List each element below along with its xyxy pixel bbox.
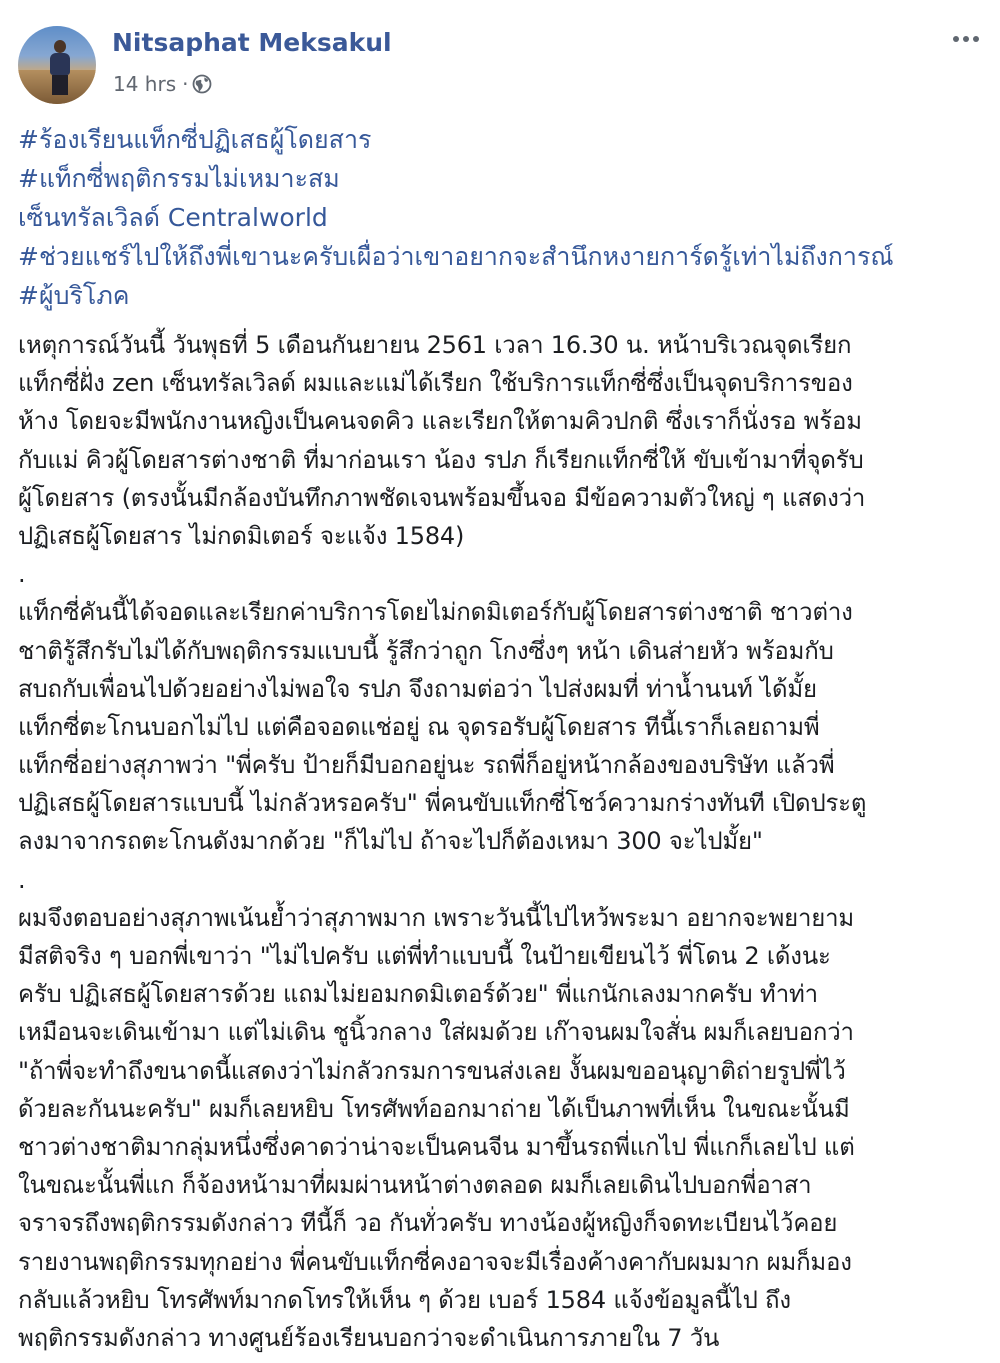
body-line: กับแม่ คิวผู้โดยสารต่างชาติ ที่มาก่อนเรา น้อง รปภ ก็เรียกแท็กซี่ให้ ขับเข้ามาที่จุดรับ — [18, 445, 864, 474]
meta-separator: · — [182, 72, 189, 96]
body-line: กลับแล้วหยิบ โทรศัพท์มากดโทรให้เห็น ๆ ด้วย เบอร์ 1584 แจ้งข้อมูลนี้ไป ถึง — [18, 1285, 791, 1314]
body-line: เหมือนจะเดินเข้ามา แต่ไม่เดิน ชูนิ้วกลาง ใส่ผมด้วย เก๊าจนผมใจสั่น ผมก็เลยบอกว่า — [18, 1018, 854, 1047]
avatar-person-body — [50, 53, 70, 75]
body-line: ด้วยละกันนะครับ" ผมก็เลยหยิบ โทรศัพท์ออกมาถ่าย ได้เป็นภาพที่เห็น ในขณะนั้นมี — [18, 1094, 850, 1123]
body-line: เหตุการณ์วันนี้ วันพุธที่ 5 เดือนกันยายน 2561 เวลา 16.30 น. หน้าบริเวณจุดเรียก — [18, 331, 852, 359]
body-line: จราจรถึงพฤติกรรมดังกล่าว ทีนี้ก็ วอ กันทั่วครับ ทางน้องผู้หญิงก็จดทะเบียนไว้คอย — [18, 1209, 838, 1238]
globe-icon[interactable] — [192, 74, 212, 94]
body-line: ปฏิเสธผู้โดยสาร ไม่กดมิเตอร์ จะแจ้ง 1584) — [18, 521, 465, 550]
hashtag-block — [18, 120, 988, 315]
post-meta — [113, 72, 212, 96]
body-line: ชาติรู้สึกรับไม่ได้กับพฤติกรรมแบบนี้ รู้สึกว่าถูก โกงซึ่งๆ หน้า เดินส่ายหัว พร้อมกับ — [18, 636, 834, 665]
body-line: ลงมาจากรถตะโกนดังมากด้วย "ก็ไม่ไป ถ้าจะไปก็ต้องเหมา 300 จะไปมั้ย" — [18, 827, 763, 856]
avatar-person-legs — [52, 75, 68, 95]
body-line: แท็กซี่ฝั่ง zen เซ็นทรัลเวิลด์ ผมและแม่ได้เรียก ใช้บริการแท็กซี่ซึ่งเป็นจุดบริการของ — [18, 369, 853, 398]
body-line: พฤติกรรมดังกล่าว ทางศูนย์ร้องเรียนบอกว่าจะดำเนินการภายใน 7 วัน — [18, 1323, 720, 1352]
body-line: ผู้โดยสาร (ตรงนั้นมีกล้องบันทึกภาพชัดเจนพร้อมขึ้นจอ มีข้อความตัวใหญ่ ๆ แสดงว่า — [18, 483, 866, 512]
avatar-person-head — [54, 40, 66, 53]
post-body — [18, 326, 988, 1357]
body-line: ชาวต่างชาติมากลุ่มหนึ่งซึ่งคาดว่าน่าจะเป็นคนจีน มาขึ้นรถพี่แกไป พี่แกก็เลยไป แต่ — [18, 1132, 855, 1161]
author-avatar[interactable] — [18, 26, 96, 104]
place-link[interactable]: เซ็นทรัลเวิลด์ Centralworld — [18, 203, 328, 232]
body-line: สบถกับเพื่อนไปด้วยอย่างไม่พอใจ รปภ จึงถามต่อว่า ไปส่งผมที่ ท่าน้ำนนท์ ได้มั้ย — [18, 674, 817, 703]
author-name[interactable]: Nitsaphat Meksakul — [112, 28, 392, 57]
body-separator: . — [18, 560, 26, 589]
hashtag-link[interactable]: #แท็กซี่พฤติกรรมไม่เหมาะสม — [18, 164, 340, 193]
body-line: แท็กซี่อย่างสุภาพว่า "พี่ครับ ป้ายก็มีบอกอยู่นะ รถพี่ก็อยู่หน้ากล้องของบริษัท แล้วพี่ — [18, 751, 835, 780]
hashtag-link[interactable]: #ผู้บริโภค — [18, 281, 130, 310]
body-line: ปฏิเสธผู้โดยสารแบบนี้ ไม่กลัวหรอครับ" พี่คนขับแท็กซี่โชว์ความกร่างทันที เปิดประตู — [18, 789, 867, 818]
post-header — [14, 24, 986, 104]
hashtag-link[interactable]: #ร้องเรียนแท็กซี่ปฏิเสธผู้โดยสาร — [18, 125, 372, 154]
body-line: รายงานพฤติกรรมทุกอย่าง พี่คนขับแท็กซี่คงอาจจะมีเรื่องค้างคากับผมมาก ผมก็มอง — [18, 1247, 852, 1276]
body-line: "ถ้าพี่จะทำถึงขนาดนี้แสดงว่าไม่กลัวกรมการขนส่งเลย งั้นผมขออนุญาติถ่ายรูปพี่ไว้ — [18, 1056, 846, 1085]
body-line: ครับ ปฏิเสธผู้โดยสารด้วย แถมไม่ยอมกดมิเตอร์ด้วย" พี่แกนักเลงมากครับ ทำท่า — [18, 980, 818, 1009]
post-timestamp[interactable]: 14 hrs — [113, 72, 177, 96]
body-line: แท็กซี่ตะโกนบอกไม่ไป แต่คือจอดแช่อยู่ ณ จุดรอรับผู้โดยสาร ทีนี้เราก็เลยถามพี่ — [18, 712, 820, 741]
body-line: แท็กซี่คันนี้ได้จอดและเรียกค่าบริการโดยไม่กดมิเตอร์กับผู้โดยสารต่างชาติ ชาวต่าง — [18, 598, 853, 627]
body-line: มีสติจริง ๆ บอกพี่เขาว่า "ไม่ไปครับ แต่พี่ทำแบบนี้ ในป้ายเขียนไว้ พี่โดน 2 เด้งนะ — [18, 942, 831, 970]
body-line: ผมจึงตอบอย่างสุภาพเน้นย้ำว่าสุภาพมาก เพราะวันนี้ไปไหว้พระมา อยากจะพยายาม — [18, 903, 854, 932]
hashtag-link[interactable]: #ช่วยแชร์ไปให้ถึงพี่เขานะครับเผื่อว่าเขาอยากจะสำนึกหงายการ์ดรู้เท่าไม่ถึงการณ์ — [18, 242, 894, 271]
body-line: ในขณะนั้นพี่แก ก็จ้องหน้ามาที่ผมผ่านหน้าต่างตลอด ผมก็เลยเดินไปบอกพี่อาสา — [18, 1171, 812, 1200]
more-horizontal-icon[interactable] — [946, 24, 986, 54]
body-line: ห้าง โดยจะมีพนักงานหญิงเป็นคนจดคิว และเรียกให้ตามคิวปกติ ซึ่งเราก็นั่งรอ พร้อม — [18, 407, 862, 436]
body-separator: . — [18, 865, 26, 894]
